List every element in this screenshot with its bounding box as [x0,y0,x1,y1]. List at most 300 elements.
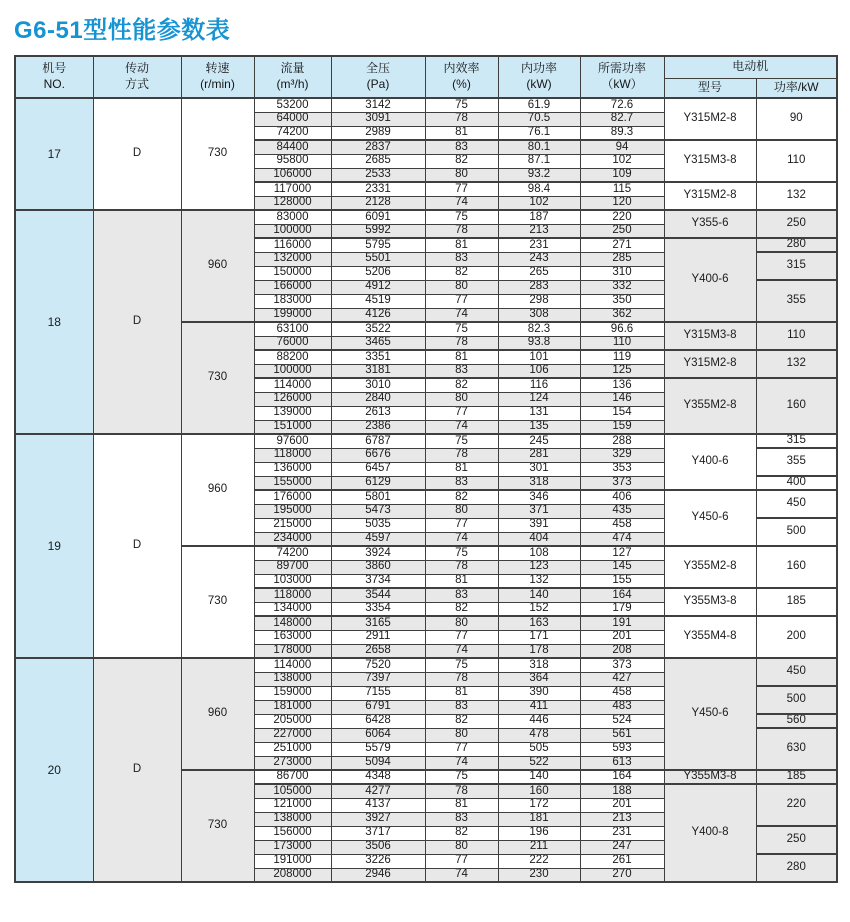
cell-motor-model: Y400-8 [664,784,756,882]
cell-power: 283 [498,280,580,294]
cell-flow: 74200 [254,126,331,140]
cell-power: 101 [498,350,580,364]
cell-motor-power: 185 [756,770,837,784]
cell-pressure: 6091 [331,210,425,224]
cell-efficiency: 82 [425,154,498,168]
cell-pressure: 6791 [331,700,425,714]
cell-power: 172 [498,798,580,812]
cell-flow: 155000 [254,476,331,490]
cell-flow: 118000 [254,448,331,462]
cell-required-power: 310 [580,266,664,280]
cell-motor-model: Y315M2-8 [664,98,756,140]
cell-flow: 205000 [254,714,331,728]
header-pressure: 全压 (Pa) [331,56,425,98]
cell-drive-mode: D [93,98,181,210]
cell-required-power: 213 [580,812,664,826]
cell-power: 140 [498,588,580,602]
cell-power: 346 [498,490,580,504]
cell-pressure: 5094 [331,756,425,770]
cell-power: 87.1 [498,154,580,168]
cell-flow: 132000 [254,252,331,266]
cell-efficiency: 77 [425,182,498,196]
header-required-power: 所需功率 （kW） [580,56,664,98]
cell-efficiency: 81 [425,126,498,140]
cell-power: 76.1 [498,126,580,140]
header-speed: 转速 (r/min) [181,56,254,98]
cell-efficiency: 82 [425,714,498,728]
cell-fan-no: 19 [15,434,93,658]
cell-efficiency: 82 [425,602,498,616]
cell-motor-model: Y315M3-8 [664,140,756,182]
cell-efficiency: 77 [425,294,498,308]
cell-efficiency: 78 [425,336,498,350]
cell-motor-model: Y355-6 [664,210,756,238]
cell-efficiency: 83 [425,364,498,378]
cell-required-power: 146 [580,392,664,406]
cell-pressure: 3142 [331,98,425,112]
cell-efficiency: 74 [425,868,498,882]
table-row [15,98,837,112]
cell-flow: 114000 [254,378,331,392]
cell-speed: 730 [181,770,254,882]
cell-pressure: 5501 [331,252,425,266]
cell-pressure: 3181 [331,364,425,378]
cell-motor-power: 110 [756,322,837,350]
cell-pressure: 7520 [331,658,425,672]
cell-efficiency: 82 [425,826,498,840]
cell-power: 181 [498,812,580,826]
cell-power: 187 [498,210,580,224]
cell-required-power: 208 [580,644,664,658]
cell-drive-mode: D [93,434,181,658]
cell-flow: 178000 [254,644,331,658]
cell-efficiency: 83 [425,588,498,602]
cell-flow: 74200 [254,546,331,560]
cell-efficiency: 74 [425,644,498,658]
cell-pressure: 2911 [331,630,425,644]
cell-efficiency: 80 [425,616,498,630]
cell-flow: 191000 [254,854,331,868]
cell-power: 93.8 [498,336,580,350]
cell-required-power: 220 [580,210,664,224]
cell-efficiency: 81 [425,686,498,700]
cell-required-power: 270 [580,868,664,882]
cell-motor-model: Y450-6 [664,490,756,546]
cell-required-power: 127 [580,546,664,560]
cell-pressure: 2946 [331,868,425,882]
cell-required-power: 164 [580,770,664,784]
cell-pressure: 2658 [331,644,425,658]
performance-table [14,55,838,883]
header-power: 内功率 (kW) [498,56,580,98]
cell-motor-power: 250 [756,210,837,238]
cell-power: 446 [498,714,580,728]
header-fan-no: 机号 NO. [15,56,93,98]
cell-flow: 163000 [254,630,331,644]
cell-flow: 156000 [254,826,331,840]
cell-pressure: 3927 [331,812,425,826]
cell-pressure: 6428 [331,714,425,728]
cell-pressure: 4519 [331,294,425,308]
cell-required-power: 110 [580,336,664,350]
cell-efficiency: 78 [425,112,498,126]
cell-power: 102 [498,196,580,210]
cell-flow: 83000 [254,210,331,224]
cell-power: 211 [498,840,580,854]
cell-required-power: 332 [580,280,664,294]
cell-power: 160 [498,784,580,798]
cell-fan-no: 20 [15,658,93,882]
cell-power: 478 [498,728,580,742]
cell-efficiency: 81 [425,462,498,476]
cell-required-power: 458 [580,518,664,532]
cell-motor-power: 630 [756,728,837,770]
cell-required-power: 261 [580,854,664,868]
cell-pressure: 3522 [331,322,425,336]
cell-efficiency: 81 [425,574,498,588]
cell-drive-mode: D [93,658,181,882]
cell-motor-power: 160 [756,378,837,434]
cell-motor-power: 160 [756,546,837,588]
cell-required-power: 125 [580,364,664,378]
cell-power: 243 [498,252,580,266]
cell-power: 124 [498,392,580,406]
table-header [15,56,837,98]
cell-power: 245 [498,434,580,448]
cell-pressure: 5035 [331,518,425,532]
cell-pressure: 6064 [331,728,425,742]
cell-flow: 126000 [254,392,331,406]
cell-power: 391 [498,518,580,532]
cell-flow: 86700 [254,770,331,784]
cell-required-power: 373 [580,658,664,672]
cell-required-power: 285 [580,252,664,266]
cell-power: 230 [498,868,580,882]
cell-power: 106 [498,364,580,378]
cell-power: 131 [498,406,580,420]
cell-efficiency: 74 [425,420,498,434]
cell-efficiency: 77 [425,854,498,868]
cell-power: 196 [498,826,580,840]
cell-required-power: 350 [580,294,664,308]
cell-pressure: 3717 [331,826,425,840]
cell-flow: 138000 [254,672,331,686]
cell-pressure: 2840 [331,392,425,406]
cell-required-power: 154 [580,406,664,420]
cell-flow: 118000 [254,588,331,602]
cell-required-power: 474 [580,532,664,546]
cell-required-power: 201 [580,630,664,644]
cell-motor-model: Y315M2-8 [664,350,756,378]
cell-efficiency: 81 [425,238,498,252]
cell-motor-model: Y400-6 [664,238,756,322]
cell-motor-power: 560 [756,714,837,728]
cell-motor-model: Y355M4-8 [664,616,756,658]
cell-flow: 114000 [254,658,331,672]
cell-flow: 105000 [254,784,331,798]
cell-efficiency: 75 [425,658,498,672]
cell-efficiency: 80 [425,728,498,742]
cell-required-power: 483 [580,700,664,714]
cell-fan-no: 17 [15,98,93,210]
cell-pressure: 3924 [331,546,425,560]
cell-power: 213 [498,224,580,238]
cell-flow: 64000 [254,112,331,126]
cell-efficiency: 82 [425,266,498,280]
cell-power: 364 [498,672,580,686]
cell-power: 152 [498,602,580,616]
cell-efficiency: 83 [425,252,498,266]
cell-motor-power: 280 [756,854,837,882]
cell-drive-mode: D [93,210,181,434]
cell-pressure: 3351 [331,350,425,364]
cell-flow: 84400 [254,140,331,154]
cell-efficiency: 77 [425,518,498,532]
cell-flow: 116000 [254,238,331,252]
cell-pressure: 7155 [331,686,425,700]
cell-speed: 730 [181,322,254,434]
cell-power: 318 [498,658,580,672]
cell-required-power: 115 [580,182,664,196]
cell-flow: 76000 [254,336,331,350]
cell-pressure: 3506 [331,840,425,854]
cell-flow: 117000 [254,182,331,196]
cell-required-power: 119 [580,350,664,364]
cell-flow: 251000 [254,742,331,756]
header-motor-model: 型号 [664,78,756,98]
cell-flow: 100000 [254,224,331,238]
cell-efficiency: 80 [425,280,498,294]
cell-power: 80.1 [498,140,580,154]
cell-power: 93.2 [498,168,580,182]
cell-required-power: 427 [580,672,664,686]
cell-pressure: 3165 [331,616,425,630]
cell-flow: 121000 [254,798,331,812]
header-efficiency: 内效率 (%) [425,56,498,98]
cell-pressure: 3354 [331,602,425,616]
cell-required-power: 353 [580,462,664,476]
cell-pressure: 3734 [331,574,425,588]
cell-pressure: 2837 [331,140,425,154]
page-title: G6-51型性能参数表 [14,17,231,44]
cell-flow: 215000 [254,518,331,532]
cell-required-power: 89.3 [580,126,664,140]
cell-required-power: 524 [580,714,664,728]
cell-flow: 138000 [254,812,331,826]
cell-efficiency: 80 [425,840,498,854]
cell-required-power: 159 [580,420,664,434]
cell-power: 265 [498,266,580,280]
cell-efficiency: 78 [425,448,498,462]
cell-pressure: 4137 [331,798,425,812]
cell-power: 318 [498,476,580,490]
cell-required-power: 288 [580,434,664,448]
header-motor-power: 功率/kW [756,78,837,98]
cell-flow: 183000 [254,294,331,308]
cell-required-power: 247 [580,840,664,854]
cell-pressure: 2331 [331,182,425,196]
cell-motor-power: 110 [756,140,837,182]
cell-motor-power: 185 [756,588,837,616]
cell-required-power: 188 [580,784,664,798]
cell-flow: 234000 [254,532,331,546]
cell-efficiency: 80 [425,504,498,518]
table-row [15,658,837,672]
cell-power: 404 [498,532,580,546]
cell-power: 301 [498,462,580,476]
cell-pressure: 4912 [331,280,425,294]
cell-efficiency: 78 [425,560,498,574]
cell-flow: 199000 [254,308,331,322]
cell-power: 522 [498,756,580,770]
cell-flow: 103000 [254,574,331,588]
cell-motor-model: Y355M3-8 [664,770,756,784]
cell-pressure: 3091 [331,112,425,126]
cell-speed: 730 [181,546,254,658]
cell-efficiency: 78 [425,672,498,686]
cell-pressure: 6787 [331,434,425,448]
cell-efficiency: 75 [425,98,498,112]
cell-pressure: 5579 [331,742,425,756]
cell-efficiency: 74 [425,196,498,210]
cell-efficiency: 82 [425,378,498,392]
cell-power: 308 [498,308,580,322]
cell-pressure: 6457 [331,462,425,476]
cell-motor-model: Y315M3-8 [664,322,756,350]
cell-motor-power: 450 [756,490,837,518]
cell-required-power: 435 [580,504,664,518]
cell-power: 108 [498,546,580,560]
cell-power: 61.9 [498,98,580,112]
cell-fan-no: 18 [15,210,93,434]
cell-efficiency: 77 [425,742,498,756]
cell-power: 135 [498,420,580,434]
cell-power: 98.4 [498,182,580,196]
cell-pressure: 7397 [331,672,425,686]
cell-speed: 960 [181,434,254,546]
cell-power: 70.5 [498,112,580,126]
cell-pressure: 2533 [331,168,425,182]
cell-flow: 139000 [254,406,331,420]
cell-required-power: 191 [580,616,664,630]
cell-efficiency: 75 [425,434,498,448]
cell-required-power: 406 [580,490,664,504]
cell-motor-model: Y355M2-8 [664,378,756,434]
cell-efficiency: 75 [425,322,498,336]
cell-flow: 159000 [254,686,331,700]
cell-power: 132 [498,574,580,588]
cell-motor-power: 355 [756,448,837,476]
cell-pressure: 4348 [331,770,425,784]
cell-motor-power: 400 [756,476,837,490]
cell-efficiency: 74 [425,756,498,770]
cell-pressure: 6676 [331,448,425,462]
cell-efficiency: 81 [425,350,498,364]
cell-required-power: 613 [580,756,664,770]
cell-motor-model: Y315M2-8 [664,182,756,210]
cell-power: 390 [498,686,580,700]
cell-pressure: 6129 [331,476,425,490]
cell-flow: 106000 [254,168,331,182]
cell-flow: 150000 [254,266,331,280]
cell-flow: 166000 [254,280,331,294]
cell-flow: 151000 [254,420,331,434]
cell-required-power: 201 [580,798,664,812]
cell-flow: 95800 [254,154,331,168]
cell-pressure: 3010 [331,378,425,392]
cell-power: 140 [498,770,580,784]
header-motor-group: 电动机 [664,56,837,78]
cell-efficiency: 78 [425,784,498,798]
cell-motor-power: 220 [756,784,837,826]
table-row [15,210,837,224]
cell-efficiency: 77 [425,406,498,420]
cell-flow: 134000 [254,602,331,616]
cell-motor-model: Y450-6 [664,658,756,770]
cell-motor-model: Y355M3-8 [664,588,756,616]
cell-efficiency: 81 [425,798,498,812]
cell-motor-model: Y355M2-8 [664,546,756,588]
cell-pressure: 2128 [331,196,425,210]
cell-pressure: 4126 [331,308,425,322]
cell-motor-power: 250 [756,826,837,854]
cell-flow: 173000 [254,840,331,854]
cell-pressure: 5473 [331,504,425,518]
cell-power: 231 [498,238,580,252]
cell-flow: 89700 [254,560,331,574]
cell-motor-power: 500 [756,518,837,546]
cell-power: 82.3 [498,322,580,336]
cell-flow: 136000 [254,462,331,476]
cell-motor-power: 90 [756,98,837,140]
cell-flow: 97600 [254,434,331,448]
cell-required-power: 164 [580,588,664,602]
cell-efficiency: 80 [425,168,498,182]
cell-required-power: 329 [580,448,664,462]
cell-flow: 128000 [254,196,331,210]
cell-efficiency: 82 [425,490,498,504]
cell-pressure: 2386 [331,420,425,434]
cell-pressure: 5206 [331,266,425,280]
cell-required-power: 94 [580,140,664,154]
cell-required-power: 179 [580,602,664,616]
cell-required-power: 458 [580,686,664,700]
cell-motor-power: 315 [756,252,837,280]
cell-power: 281 [498,448,580,462]
cell-efficiency: 78 [425,224,498,238]
cell-flow: 100000 [254,364,331,378]
cell-pressure: 2685 [331,154,425,168]
cell-speed: 730 [181,98,254,210]
cell-pressure: 5795 [331,238,425,252]
cell-required-power: 102 [580,154,664,168]
cell-pressure: 2613 [331,406,425,420]
cell-flow: 273000 [254,756,331,770]
cell-pressure: 4277 [331,784,425,798]
cell-required-power: 362 [580,308,664,322]
cell-efficiency: 75 [425,770,498,784]
cell-efficiency: 83 [425,140,498,154]
cell-pressure: 5992 [331,224,425,238]
cell-motor-power: 132 [756,182,837,210]
cell-power: 505 [498,742,580,756]
cell-required-power: 96.6 [580,322,664,336]
cell-power: 171 [498,630,580,644]
cell-efficiency: 80 [425,392,498,406]
cell-efficiency: 75 [425,210,498,224]
cell-power: 116 [498,378,580,392]
cell-flow: 88200 [254,350,331,364]
